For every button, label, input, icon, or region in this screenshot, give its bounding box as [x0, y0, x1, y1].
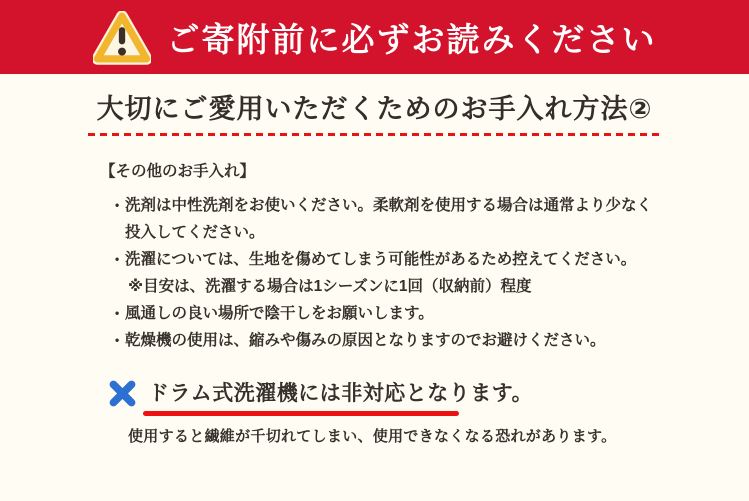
- top-warning-banner: [0, 0, 749, 74]
- care-line: ※目安は、洗濯する場合は1シーズンに1回（収納前）程度: [128, 278, 532, 295]
- care-line: 風通しの良い場所で陰干しをお願いします。: [125, 305, 434, 322]
- warning-red-underline: [143, 411, 459, 416]
- title-dashed-underline: [88, 133, 662, 136]
- care-section: [0, 160, 749, 450]
- care-line: 洗濯については、生地を傷めてしまう可能性があるため控えてください。: [125, 251, 637, 268]
- warning-triangle-icon: [93, 11, 151, 65]
- care-heading: 【その他のお手入れ】: [100, 163, 256, 180]
- list-item: [100, 327, 669, 354]
- bullet-marker: •: [115, 333, 120, 347]
- warning-detail: 使用すると繊維が千切れてしまい、使用できなくなる恐れがあります。: [128, 428, 617, 445]
- warning-statement-row: [108, 379, 669, 408]
- warning-statement: ドラム式洗濯機には非対応となります。: [148, 382, 534, 405]
- list-item: [100, 192, 669, 246]
- page-title: 大切にご愛用いただくためのお手入れ方法②: [96, 94, 653, 124]
- list-note: [100, 273, 669, 300]
- x-mark-icon: [108, 379, 137, 408]
- bullet-marker: •: [115, 306, 120, 320]
- bullet-marker: •: [115, 198, 120, 212]
- bullet-marker: •: [115, 252, 120, 266]
- banner-title: ご寄附前に必ずお読みください: [166, 20, 657, 58]
- care-line: 投入してください。: [125, 224, 265, 241]
- list-item: [100, 300, 669, 327]
- list-item: [100, 246, 669, 273]
- care-line: 乾燥機の使用は、縮みや傷みの原因となりますのでお避けください。: [125, 332, 606, 349]
- care-line: 洗剤は中性洗剤をお使いください。柔軟剤を使用する場合は通常より少なく: [125, 197, 653, 214]
- title-section: [0, 92, 749, 136]
